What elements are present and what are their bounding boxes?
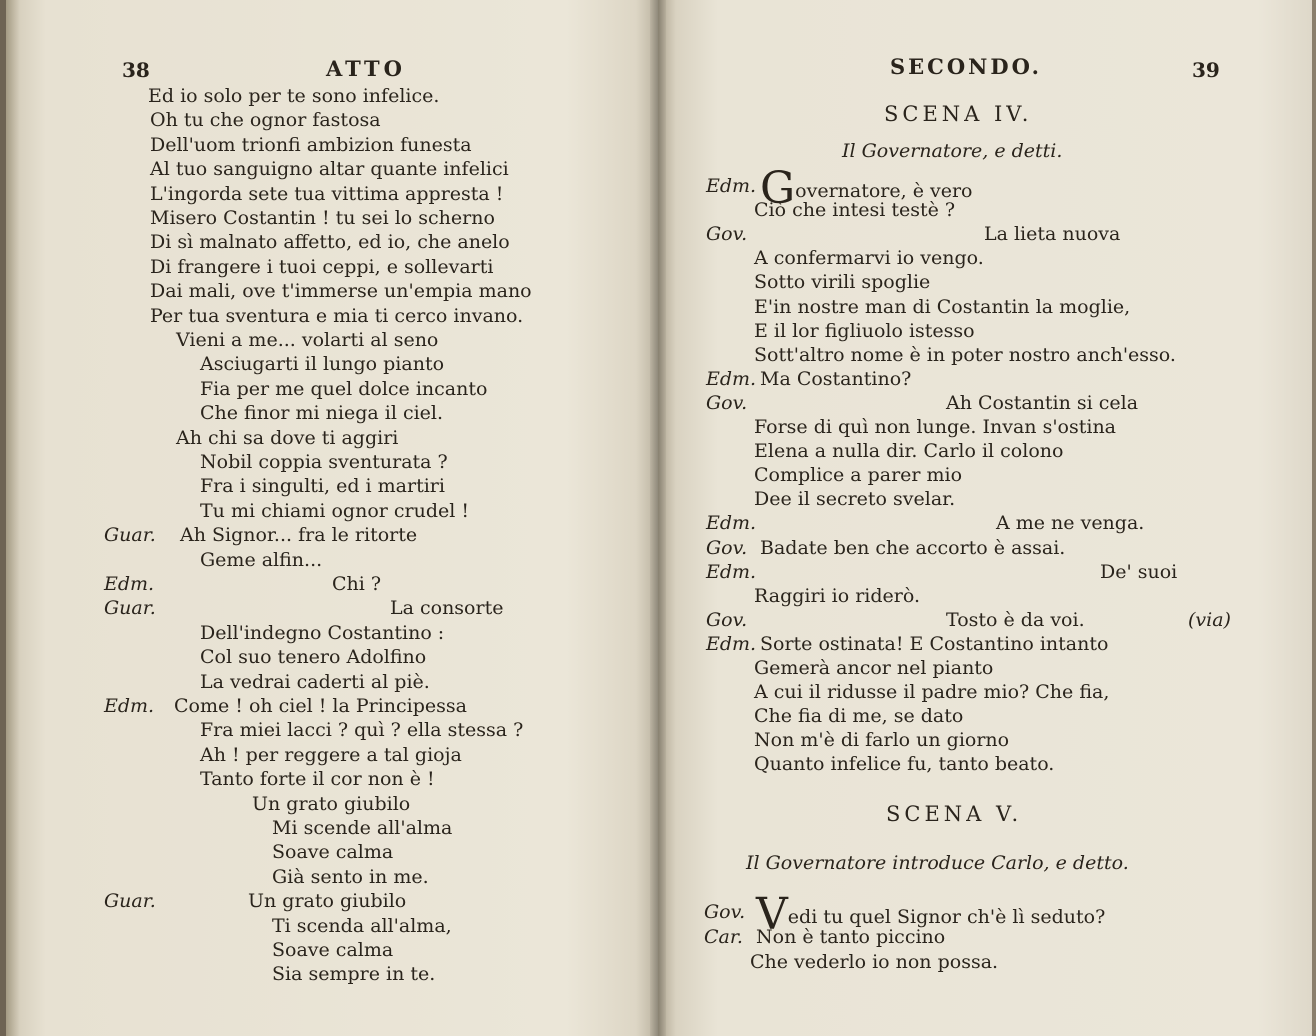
verse-line [760, 632, 1108, 656]
verse-text: Dee il secreto svelar. [754, 488, 956, 511]
stage-aside: (via) [1188, 608, 1231, 631]
verse-text: Ma Costantino? [760, 367, 912, 390]
verse-line: La vedrai caderti al piè. [200, 670, 430, 693]
verse-line: Per tua sventura e mia ti cerco invano. [150, 304, 524, 327]
speaker-label: Gov. [706, 608, 748, 631]
verse-text: A cui il ridusse il padre mio? Che fia, [754, 681, 1110, 704]
verse-line [996, 511, 1144, 535]
verse-line: Tanto forte il cor non è ! [200, 768, 435, 791]
verse-line [754, 270, 930, 294]
left-page-number: 38 [122, 58, 150, 82]
verse-text: Forse di quì non lunge. Invan s'ostina [754, 416, 1117, 438]
verse-line [754, 680, 1109, 704]
verse-line: Un grato giubilo [248, 890, 407, 913]
scena-4-title: SCENA IV. [884, 102, 1033, 126]
verse-line: Al tuo sanguigno altar quante infelici [150, 158, 509, 181]
verse-line: Col suo tenero Adolfino [200, 646, 427, 669]
verse-text: Quanto infelice fu, tanto beato. [754, 753, 1055, 776]
verse-line: Già sento in me. [272, 865, 429, 888]
right-page-number: 39 [1192, 58, 1220, 82]
verse-line: Dell'indegno Costantino : [200, 621, 445, 644]
scena-4-stage-direction: Il Governatore, e detti. [842, 140, 1063, 162]
verse-text: Complice a parer mio [754, 464, 963, 487]
verse-line [754, 439, 1063, 463]
verse-line: Ah chi sa dove ti aggiri [176, 426, 399, 449]
speaker-label: Edm. [706, 560, 757, 583]
speaker-label: Edm. [706, 632, 757, 655]
verse-line: Di sì malnato affetto, ed io, che anelo [150, 231, 510, 254]
verse-line: Chi ? [332, 573, 382, 595]
verse-text: overnatore, è vero [795, 180, 973, 202]
verse-text: La lieta nuova [984, 223, 1121, 246]
verse-line: Asciugarti il lungo pianto [200, 353, 445, 376]
verse-line [1100, 560, 1177, 584]
verse-text: Tosto è da voi. [946, 608, 1085, 631]
verse-line [946, 608, 1085, 632]
verse-line [754, 246, 984, 270]
verse-line: Oh tu che ognor fastosa [150, 109, 381, 132]
speaker-label: Guar. [104, 890, 156, 913]
verse-line [750, 950, 998, 974]
speaker-label: Gov. [706, 391, 748, 414]
book-gutter [650, 0, 666, 1036]
verse-line [754, 295, 1130, 319]
verse-line: Ah ! per reggere a tal gioja [200, 743, 462, 766]
verse-line: Misero Costantin ! tu sei lo scherno [150, 207, 495, 229]
verse-line: Soave calma [272, 841, 394, 864]
verse-line: Fra i singulti, ed i martiri [200, 475, 445, 498]
verse-line [984, 222, 1120, 246]
verse-text: Gemerà ancor nel pianto [754, 657, 994, 679]
speaker-label: Guar. [104, 524, 156, 547]
verse-text: Raggiri io riderò. [754, 584, 921, 607]
verse-line [754, 198, 955, 222]
verse-text: A me ne venga. [996, 512, 1145, 535]
verse-text: Non è tanto piccino [756, 926, 946, 948]
verse-line [754, 319, 975, 343]
verse-line [754, 728, 1009, 752]
verse-text: Elena a nulla dir. Carlo il colono [754, 440, 1064, 463]
verse-line [754, 463, 962, 487]
verse-line [754, 343, 1176, 367]
verse-line: L'ingorda sete tua vittima appresta ! [150, 182, 504, 205]
verse-line [754, 656, 993, 680]
verse-line: Dell'uom trionfi ambizion funesta [150, 133, 472, 156]
verse-text: Sott'altro nome è in poter nostro anch'esso. [754, 343, 1176, 366]
verse-text: De' suoi [1100, 560, 1178, 583]
verse-line [760, 367, 911, 391]
verse-line [754, 752, 1054, 776]
verse-text: E'in nostre man di Costantin la moglie, [754, 295, 1131, 318]
verse-line: Tu mi chiami ognor crudel ! [200, 499, 470, 522]
verse-text: Sotto virili spoglie [754, 271, 931, 294]
book-edge-right [1312, 0, 1316, 1036]
verse-line [756, 925, 945, 949]
verse-line: La consorte [390, 597, 504, 620]
verse-text: Non m'è di farlo un giorno [754, 729, 1010, 752]
verse-line: Un grato giubilo [252, 792, 411, 815]
verse-line [760, 536, 1065, 560]
scena-5-stage-direction: Il Governatore introduce Carlo, e detto. [746, 852, 1129, 874]
verse-line [754, 487, 955, 511]
left-running-head: ATTO [326, 56, 406, 81]
speaker-label: Guar. [104, 597, 156, 620]
verse-line: Mi scende all'alma [272, 817, 453, 839]
verse-line: Dai mali, ove t'immerse un'empia mano [150, 280, 532, 303]
verse-line [754, 584, 920, 608]
drop-cap: V [756, 889, 788, 940]
speaker-label: Edm. [706, 175, 757, 197]
speaker-label: Edm. [706, 512, 757, 535]
verse-line: Ti scenda all'alma, [272, 914, 452, 937]
verse-text: edi tu quel Signor ch'è lì seduto? [787, 906, 1106, 928]
verse-line: Fia per me quel dolce incanto [200, 377, 488, 400]
verse-line [754, 415, 1116, 439]
verse-line: Soave calma [272, 939, 394, 961]
verse-line: Come ! oh ciel ! la Principessa [174, 695, 467, 717]
verse-line: Fra miei lacci ? quì ? ella stessa ? [200, 719, 524, 742]
drop-cap: G [760, 163, 796, 214]
scena-5-title: SCENA V. [886, 802, 1023, 826]
verse-line: Che finor mi niega il ciel. [200, 402, 444, 425]
speaker-label: Edm. [104, 573, 155, 595]
verse-text: Ciò che intesi testè ? [754, 199, 956, 222]
speaker-label: Gov. [704, 901, 746, 923]
verse-line: Geme alfin... [200, 548, 323, 571]
speaker-label: Edm. [104, 695, 155, 717]
verse-text: Sorte ostinata! E Costantino intanto [760, 632, 1109, 655]
speaker-label: Car. [704, 926, 743, 948]
verse-line: Vieni a me... volarti al seno [176, 329, 439, 351]
verse-line: Nobil coppia sventurata ? [200, 451, 448, 473]
verse-line: Sia sempre in te. [272, 963, 436, 986]
speaker-label: Edm. [706, 367, 757, 390]
speaker-label: Gov. [706, 536, 748, 559]
verse-text: E il lor figliuolo istesso [754, 319, 975, 342]
verse-line [946, 391, 1138, 415]
verse-line: Ah Signor... fra le ritorte [180, 524, 418, 547]
right-running-head: SECONDO. [890, 54, 1042, 79]
verse-line: Ed io solo per te sono infelice. [148, 85, 440, 107]
verse-line: Di frangere i tuoi ceppi, e sollevarti [150, 255, 494, 278]
verse-text: Ah Costantin si cela [946, 391, 1139, 414]
speaker-label: Gov. [706, 223, 748, 246]
verse-text: Che vederlo io non possa. [750, 951, 999, 973]
verse-text: Badate ben che accorto è assai. [760, 536, 1066, 559]
verse-text: A confermarvi io vengo. [754, 247, 984, 270]
verse-text: Che fia di me, se dato [754, 705, 964, 728]
verse-line [754, 704, 963, 728]
